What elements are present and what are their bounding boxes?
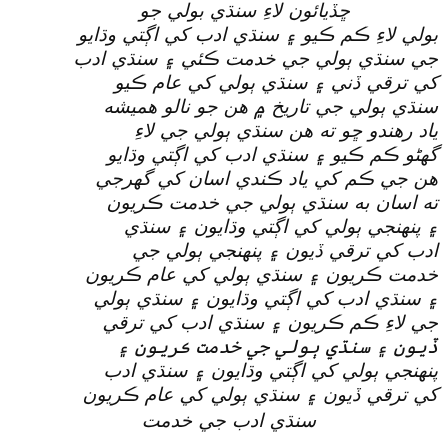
text-line-16: پنهنجي ٻولي کي اڳتي وڌايون ۽ سنڌي ادب	[103, 360, 438, 382]
text-line-12: خدمت ڪريون ۽ سنڌي ٻولي کي عام ڪريون	[84, 264, 438, 286]
text-line-11: ادب کي ترقي ڏيون ۽ پنهنجي ٻولي جي	[131, 240, 438, 262]
text-line-7: گهڻو ڪم ڪيو ۽ سنڌي ادب کي اڳتي وڌايو	[107, 144, 438, 166]
text-line-2: بولي لاءِ ڪم ڪيو ۽ سنڌي ادب کي اڳتي وڌايو	[77, 24, 438, 46]
text-line-1: ڇڏيائون لاءِ سنڌي بولي جو	[139, 0, 350, 22]
text-line-5: سنڌي ٻولي جي تاريخ ۾ هن جو نالو هميشه	[103, 96, 438, 118]
text-line-15: ڏيون ۽ سنڌي ٻولي جي خدمت ڪريون ۽	[117, 336, 438, 358]
text-line-17: کي ترقي ڏيون ۽ سنڌي ٻولي کي عام ڪريون	[82, 384, 438, 406]
text-line-13: ۽ سنڌي ادب کي اڳتي وڌايون ۽ سنڌي ٻولي	[93, 288, 438, 310]
text-line-6: ياد رهندو ڇو ته هن سنڌي ٻولي جي لاءِ	[133, 120, 438, 142]
text-line-4: کي ترقي ڏني ۽ سنڌي ٻولي کي عام ڪيو	[114, 72, 438, 94]
text-line-18: سنڌي ادب جي خدمت	[141, 410, 316, 432]
text-line-8: هن جي ڪم کي ياد ڪندي اسان کي گهرجي	[95, 168, 438, 190]
text-line-14: جي لاءِ ڪم ڪريون ۽ سنڌي ادب کي ترقي	[102, 312, 438, 334]
text-line-9: ته اسان به سنڌي ٻولي جي خدمت ڪريون	[106, 192, 438, 214]
text-line-10: ۽ پنهنجي ٻولي کي اڳتي وڌايون ۽ سنڌي	[123, 216, 438, 238]
text-line-3: جي سنڌي ٻولي جي خدمت ڪئي ۽ سنڌي ادب	[73, 48, 438, 70]
